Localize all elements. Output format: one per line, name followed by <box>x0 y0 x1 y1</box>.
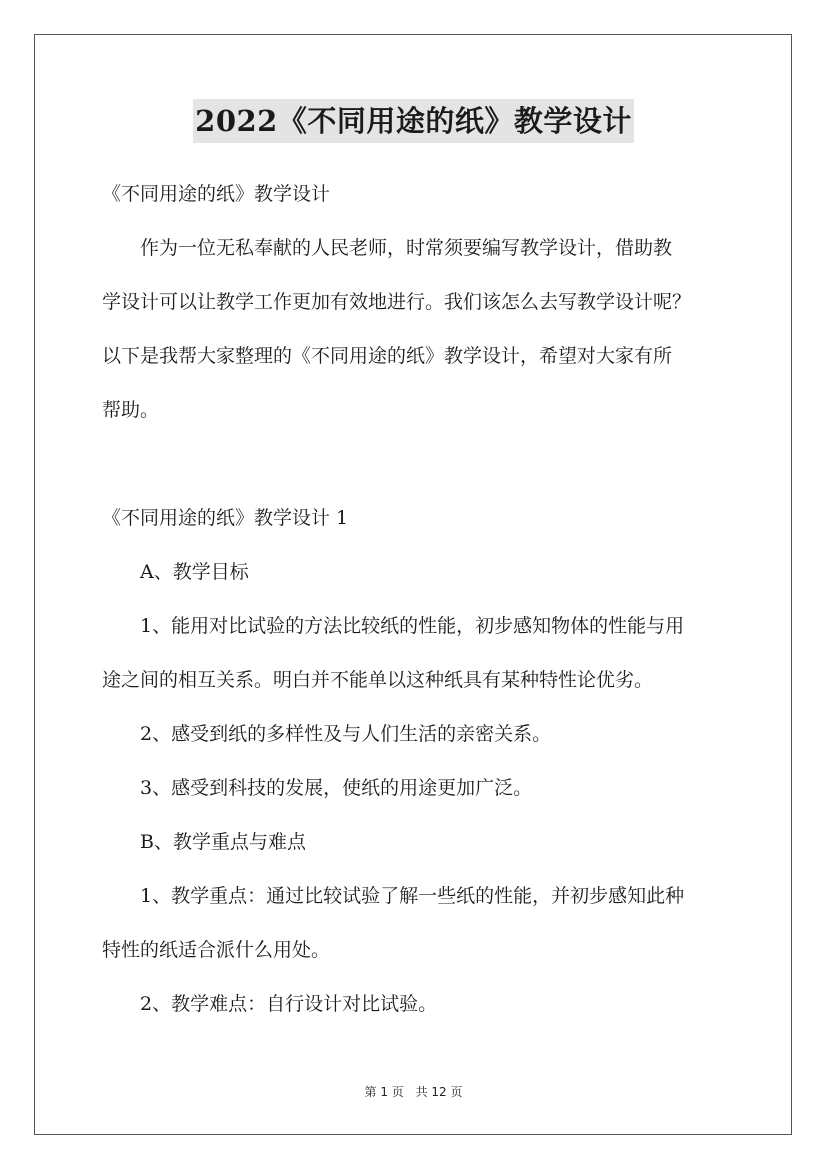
document-title: 2022《不同用途的纸》教学设计 <box>193 99 634 143</box>
subheading: A、教学目标 <box>140 561 249 583</box>
paragraph-line: 帮助。 <box>102 399 160 421</box>
page-total: 共 12 页 <box>415 1085 463 1099</box>
paragraph-line: 特性的纸适合派什么用处。 <box>102 939 331 961</box>
paragraph-line: 以下是我帮大家整理的《不同用途的纸》教学设计，希望对大家有所 <box>102 345 673 367</box>
section-heading: 《不同用途的纸》教学设计 1 <box>102 507 349 529</box>
paragraph-line: 3、感受到科技的发展，使纸的用途更加广泛。 <box>140 777 533 799</box>
paragraph-line: 1、教学重点：通过比较试验了解一些纸的性能，并初步感知此种 <box>140 885 685 907</box>
page-number: 第 1 页 <box>364 1085 404 1099</box>
paragraph-line: 1、能用对比试验的方法比较纸的性能，初步感知物体的性能与用 <box>140 615 685 637</box>
paragraph-line: 学设计可以让教学工作更加有效地进行。我们该怎么去写教学设计呢？ <box>102 291 692 313</box>
intro-heading: 《不同用途的纸》教学设计 <box>102 183 331 205</box>
paragraph-line: 途之间的相互关系。明白并不能单以这种纸具有某种特性论优劣。 <box>102 669 654 691</box>
paragraph-line: 2、教学难点：自行设计对比试验。 <box>140 993 438 1015</box>
page-footer <box>0 1083 827 1100</box>
paragraph-line: 2、感受到纸的多样性及与人们生活的亲密关系。 <box>140 723 552 745</box>
title-wrap <box>0 99 827 143</box>
subheading: B、教学重点与难点 <box>140 831 306 853</box>
paragraph-line: 作为一位无私奉献的人民老师，时常须要编写教学设计，借助教 <box>140 237 673 259</box>
